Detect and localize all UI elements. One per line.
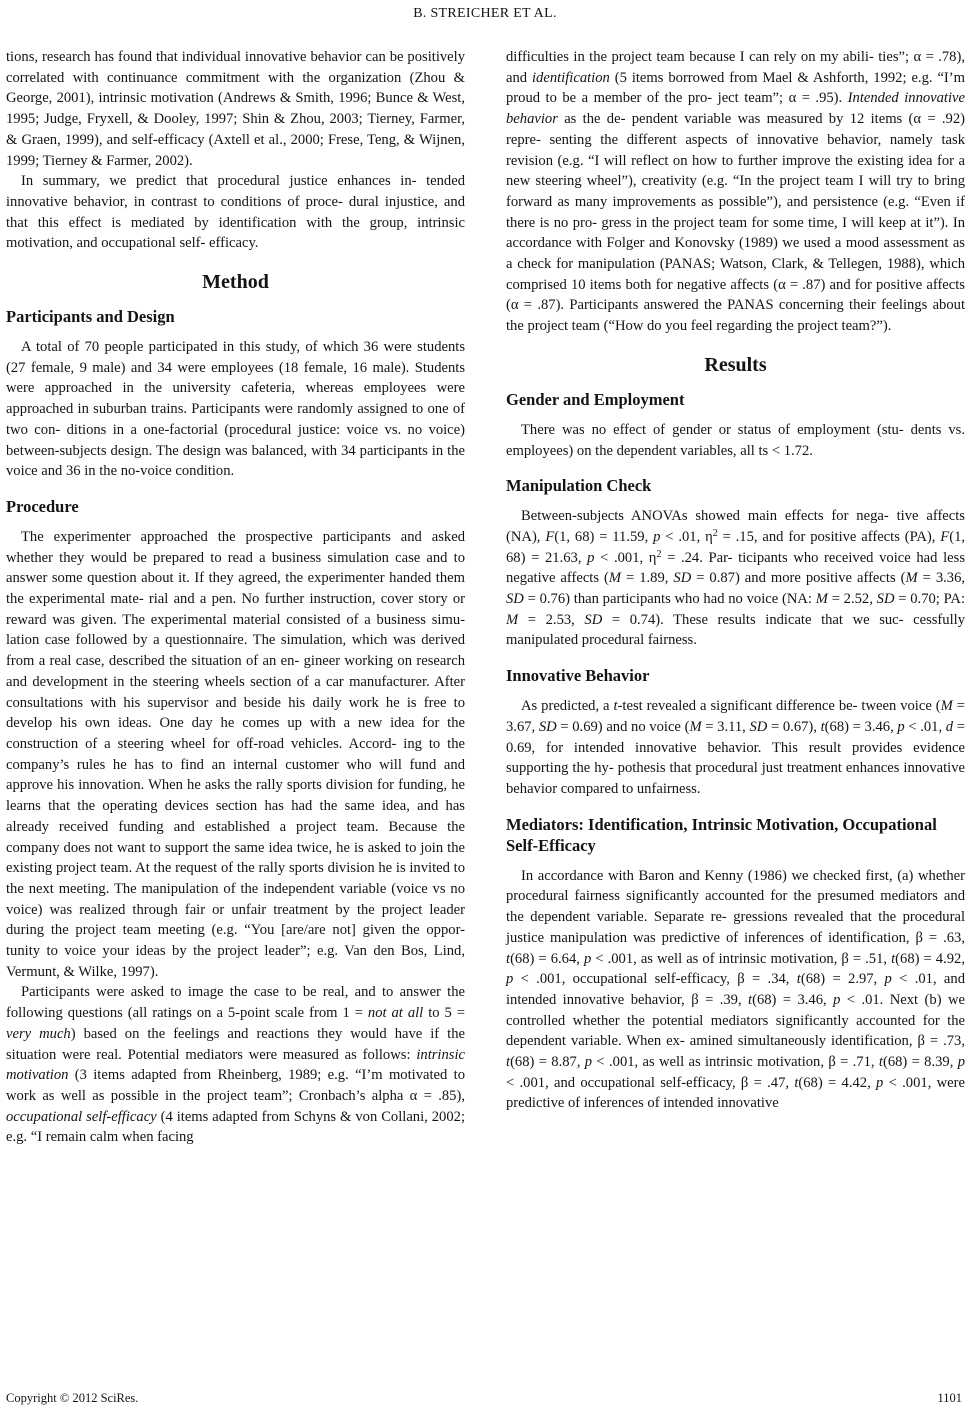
stat-symbol: t — [820, 718, 825, 735]
stat-symbol: SD — [673, 570, 692, 587]
procedure-paragraph-2 — [6, 982, 465, 1148]
gender-heading: Gender and Employment — [506, 389, 685, 409]
innovative-heading: Innovative Behavior — [506, 666, 650, 686]
text-run: = 2.52, — [827, 591, 877, 608]
stat-symbol: SD — [584, 611, 603, 628]
text-run: = 0.67), — [767, 718, 821, 735]
innovative-paragraph — [506, 696, 965, 800]
procedure-paragraph-1: The experimenter approached the prospective participants and asked whether they would be prepared to read a business simulation case and to answer some question about it. If they agreed, the experimenter handed them the experimental mate- rial and a pen. No further instruction, cover story or reward was given. The experimental material consisted of a business simu- lation case followed by a questionnaire. The simulation, which was derived from a real case, described the situation of an en- gineer working on research and development in the steering wheels section of a car manufacturer. After consultations with his supervisor and beside his daily work he is free to develop his own ideas. One day he comes up with a new idea for the construction of a steering wheel for off-road vehicles. Accord- ing to the company’s rules he has to find an internal customer who will fund and approve his innovation. When he asks the rally sports division for funding, he learns that the operating devices section has had the same idea, and has already received funding and established a project team. Because the company does not want to support the same idea twice, he is asked to join the existing project team. At the request of the rally sports division he is invited to the next meeting. The manipulation of the independent variable (voice vs no voice) was realized through fair or unfair treatment by the project leader during the project team meeting (e.g. “You [are/are not] given the oppor- tunity to voice your ideas by the project leader”; e.g. Van den Bos, Lind, Vermunt, & Wilke, 1997). — [6, 528, 465, 980]
text-run: = 0.69) and no voice ( — [556, 718, 690, 735]
text-run: (5 items borrowed from Mael & Ashforth, 1992; e.g. “I’m proud to be a member of the pro- ject team”; α = .95). — [506, 69, 965, 107]
text-run: difficulties in the project team because I can rely on my abili- ties”; α = .78), and — [506, 49, 965, 86]
stat-symbol: t — [506, 1054, 511, 1071]
superscript: 2 — [656, 548, 662, 560]
right-column — [506, 47, 965, 1114]
text-run: (1, 68) = 21.63, — [506, 528, 966, 566]
text-run: ) based on the feelings and reactions they would have if the situation were real. Potential mediators were measured as follows: — [6, 1025, 465, 1063]
mediators-paragraph — [506, 866, 965, 1114]
intro-continuation-paragraph: tions, research has found that individual innovative behavior can be positively correlated with continuance commitment with the organization (Zhou & George, 2001), intrinsic motivation (Andrews & Smith, 1996; Bunce & West, 1995; Judge, Fryxell, & Dooley, 1997; Shin & Zhou, 2003; Tierney, Farmer, & Graen, 1999), and self-efficacy (Axtell et al., 2000; Frese, Teng, & Wijnen, 1999; Tierney & Farmer, 2002). — [6, 49, 465, 169]
stat-symbol: M — [506, 611, 519, 628]
participants-heading: Participants and Design — [6, 307, 175, 327]
left-column — [6, 47, 465, 1148]
stat-symbol: t — [878, 1054, 883, 1071]
stat-symbol: SD — [749, 718, 768, 735]
procedure-heading: Procedure — [6, 496, 79, 516]
results-heading: Results — [704, 353, 767, 376]
stat-symbol: M — [905, 570, 918, 587]
text-run: (68) = 4.42, — [798, 1074, 877, 1091]
stat-symbol: SD — [506, 591, 524, 608]
text-run: = .15, and for positive affects (PA), — [717, 528, 941, 545]
text-run: = 2.53, — [518, 611, 585, 628]
stat-symbol: F — [545, 528, 555, 545]
stat-symbol: p — [587, 549, 595, 566]
mediators-heading: Mediators: Identification, Intrinsic Motivation, Occupational Self-Efficacy — [506, 814, 937, 855]
text-run: < .01, — [904, 718, 946, 735]
text-run: = 3.11, — [701, 718, 750, 735]
stat-symbol: F — [940, 528, 950, 545]
stat-symbol: M — [608, 570, 622, 587]
text-run: (68) = 6.64, — [510, 950, 584, 967]
text-run: In accordance with Baron and Kenny (1986) we checked first, (a) whether procedural fairness significantly accounted for the presumed mediators and the dependent variable. Separate re- gressions revealed that the procedural justice manipulation was predictive of inferences of identification, β = .63, — [506, 867, 965, 946]
italic-term: not at all — [367, 1005, 424, 1022]
participants-paragraph: A total of 70 people participated in this study, of which 36 were students (27 female, 9 male) and 34 were employees (18 female, 16 male). Students were approached in the university cafeteria, whereas employees were approached in suburban trains. Participants were randomly assigned to one of two con- ditions in a one-factorial (procedural justice: voice vs. no voice) between-subjects design. The design was balanced, with 34 participants in the voice and 36 in the no-voice condition. — [6, 339, 465, 480]
text-run: = 0.69, for intended innovative behavior. This result provides evidence supporting the hy- pothesis that procedural just treatment enhances innovative behavior compared to unfairness. — [506, 718, 965, 797]
text-run: as the de- pendent variable was measured by 12 items (α = .92) repre- senting the different aspects of innovative behavior, namely task revision (e.g. “I will reflect on how to further improve the existing idea for a new steering wheel”), creativity (e.g. “In the project team I will try to bring forward as many improvements as possible”), and persistence (e.g. “Even if there is no pro- gress in the project team for some time, I will keep at it”). In accordance with Folger and Konovsky (1989) we used a mood assessment as a check for manipulation (PANAS; Watson, Clark, & Tellegen, 1988), which comprised 10 items both for negative affects (α = .87) and for positive affects (α = .87). Participants answered the PANAS concerning their feelings about the project team (“How do you feel regarding the project team?”). — [506, 111, 965, 335]
text-run: = 3.67, — [506, 698, 965, 735]
stat-symbol: t — [796, 971, 801, 988]
stat-symbol: p — [584, 1054, 593, 1071]
stat-symbol: p — [653, 528, 661, 545]
italic-term: very much — [6, 1025, 71, 1042]
text-run: (4 items adapted from Schyns & von Collani, 2002; e.g. “I remain calm when facing — [6, 1108, 466, 1146]
text-run: < .01. Next (b) we controlled whether the potential mediators significantly accounted for the dependent variable. When ex- amined simultaneously identification, β = .73, — [506, 991, 965, 1050]
method-heading: Method — [202, 271, 269, 294]
measures-continuation-paragraph — [506, 47, 965, 337]
text-run: (68) = 8.39, — [882, 1054, 958, 1071]
text-run: = 0.70; PA: — [894, 591, 965, 608]
text-run: = 0.74). These results indicate that we suc- cessfully manipulated procedural fairness. — [506, 611, 965, 649]
stat-symbol: t — [748, 991, 753, 1008]
stat-symbol: SD — [876, 591, 895, 608]
text-run: -test revealed a significant difference be- tween voice ( — [617, 698, 941, 715]
footer-copyright: Copyright © 2012 SciRes. — [6, 1391, 139, 1405]
stat-symbol: SD — [538, 718, 557, 735]
text-run: < .01, η — [660, 528, 713, 545]
text-run: < .001, as well as of intrinsic motivation, β = .51, — [591, 950, 892, 967]
text-run: < .001, were predictive of inferences of intended innovative — [506, 1074, 965, 1112]
italic-term: identification — [532, 69, 610, 86]
text-run: = 1.89, — [621, 570, 674, 587]
footer-page-number: 1101 — [937, 1391, 962, 1405]
stat-symbol: M — [815, 591, 828, 608]
text-run: = .24. Par- ticipants who received voice had less negative affects ( — [506, 549, 965, 587]
text-run: < .01, and intended innovative behavior, β = .39, — [506, 971, 965, 1008]
stat-symbol: p — [506, 971, 514, 988]
stat-symbol: p — [957, 1054, 965, 1071]
stat-symbol: t — [613, 698, 618, 715]
stat-symbol: M — [940, 698, 953, 715]
gender-paragraph: There was no effect of gender or status of employment (stu- dents vs. employees) on the dependent variables, all ts < 1.72. — [506, 421, 965, 459]
text-run: = 0.87) and more positive affects ( — [691, 570, 906, 587]
text-run: = 0.76) than participants who had no voice (NA: — [523, 591, 816, 608]
stat-symbol: t — [794, 1074, 799, 1091]
running-head: B. STREICHER ET AL. — [413, 6, 557, 21]
stat-symbol: p — [583, 950, 592, 967]
text-run: (1, 68) = 11.59, — [554, 528, 654, 545]
text-run: (68) = 3.46, — [824, 718, 898, 735]
text-run: (68) = 3.46, — [752, 991, 834, 1008]
text-run: Between-subjects ANOVAs showed main effects for nega- tive affects (NA), — [506, 508, 965, 545]
stat-symbol: p — [876, 1074, 884, 1091]
italic-term: Intended innovative behavior — [506, 90, 965, 128]
italic-term: occupational self-efficacy — [6, 1108, 157, 1125]
stat-symbol: M — [689, 718, 702, 735]
stat-symbol: p — [897, 718, 905, 735]
stat-symbol: p — [833, 991, 841, 1008]
stat-symbol: p — [884, 971, 892, 988]
superscript: 2 — [712, 527, 718, 539]
manipulation-heading: Manipulation Check — [506, 476, 652, 496]
text-run: Participants were asked to image the case to be real, and to answer the following questions (all ratings on a 5-point scale from 1 = — [6, 984, 465, 1022]
text-run: < .001, and occupational self-efficacy, β = .47, — [506, 1074, 795, 1091]
italic-term: intrinsic motivation — [6, 1046, 465, 1084]
text-run: = 3.36, — [917, 570, 966, 587]
text-run: As predicted, a — [521, 698, 614, 715]
manipulation-paragraph — [506, 506, 965, 651]
stat-symbol: t — [891, 950, 896, 967]
summary-paragraph: In summary, we predict that procedural justice enhances in- tended innovative behavior, in contrast to conditions of proce- dural injustice, and that this effect is mediated by identification with the group, intrinsic motivation, and occupational self- efficacy. — [6, 173, 465, 252]
text-run: to 5 = — [423, 1005, 465, 1022]
stat-symbol: d — [945, 718, 954, 735]
text-run: (68) = 2.97, — [800, 971, 885, 988]
stat-symbol: t — [506, 950, 511, 967]
text-run: < .001, as well as intrinsic motivation, β = .71, — [592, 1054, 879, 1071]
text-run: (68) = 4.92, — [895, 950, 965, 967]
text-run: < .001, occupational self-efficacy, β = .34, — [513, 971, 797, 988]
text-run: < .001, η — [594, 549, 657, 566]
text-run: (3 items adapted from Rheinberg, 1989; e.g. “I’m motivated to work as well as possible in the project team”; Cronbach’s alpha α = .85), — [6, 1067, 465, 1104]
text-run: (68) = 8.87, — [510, 1054, 585, 1071]
